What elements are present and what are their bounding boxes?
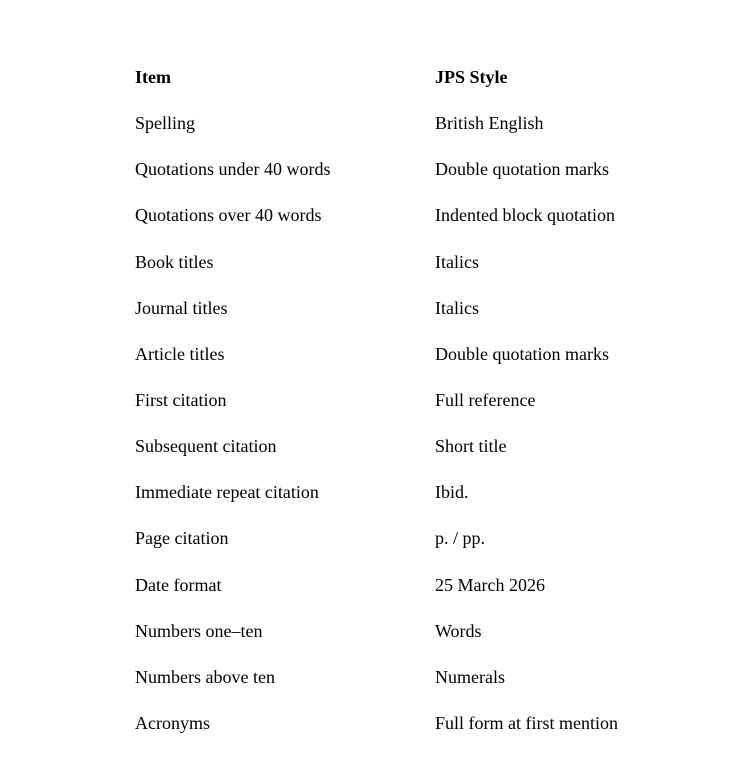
table-row <box>135 297 675 343</box>
row-item-cell: Book titles <box>135 251 214 272</box>
row-style-cell: Short title <box>435 436 507 457</box>
row-style-cell: Numerals <box>435 666 505 687</box>
row-style-cell: British English <box>435 113 544 134</box>
table-header <box>135 66 675 112</box>
table-row <box>135 620 675 666</box>
row-item-cell: Date format <box>135 574 222 595</box>
row-style-cell: Ibid. <box>435 482 469 503</box>
row-style-cell: 25 March 2026 <box>435 574 545 595</box>
row-item-cell: Quotations over 40 words <box>135 205 322 226</box>
table-row <box>135 481 675 527</box>
row-item-cell: Subsequent citation <box>135 436 277 457</box>
table-row <box>135 527 675 573</box>
table-row <box>135 574 675 620</box>
table-body <box>135 112 675 758</box>
row-item-cell: Quotations under 40 words <box>135 159 331 180</box>
table-row <box>135 389 675 435</box>
table-row <box>135 666 675 712</box>
table-row <box>135 112 675 158</box>
row-item-cell: Journal titles <box>135 297 228 318</box>
row-item-cell: Spelling <box>135 113 196 134</box>
row-style-cell: p. / pp. <box>435 528 486 549</box>
table-row <box>135 158 675 204</box>
row-style-cell: Double quotation marks <box>435 159 609 180</box>
row-style-cell: Full form at first mention <box>435 712 618 733</box>
row-item-cell: Page citation <box>135 528 229 549</box>
header-item: Item <box>135 67 171 87</box>
row-item-cell: First citation <box>135 389 227 410</box>
table-row <box>135 204 675 250</box>
row-style-cell: Full reference <box>435 389 536 410</box>
row-style-cell: Words <box>435 620 482 641</box>
table-row <box>135 435 675 481</box>
row-item-cell: Numbers above ten <box>135 666 275 687</box>
row-style-cell: Italics <box>435 297 479 318</box>
row-item-cell: Article titles <box>135 343 225 364</box>
row-style-cell: Italics <box>435 251 479 272</box>
table-row <box>135 251 675 297</box>
row-item-cell: Immediate repeat citation <box>135 482 319 503</box>
table-row <box>135 712 675 758</box>
row-style-cell: Indented block quotation <box>435 205 615 226</box>
table-row <box>135 343 675 389</box>
header-style: JPS Style <box>435 67 508 87</box>
table-header-row <box>135 66 675 112</box>
row-item-cell: Numbers one–ten <box>135 620 263 641</box>
row-style-cell: Double quotation marks <box>435 343 609 364</box>
row-item-cell: Acronyms <box>135 712 210 733</box>
style-guide-table <box>135 66 675 758</box>
